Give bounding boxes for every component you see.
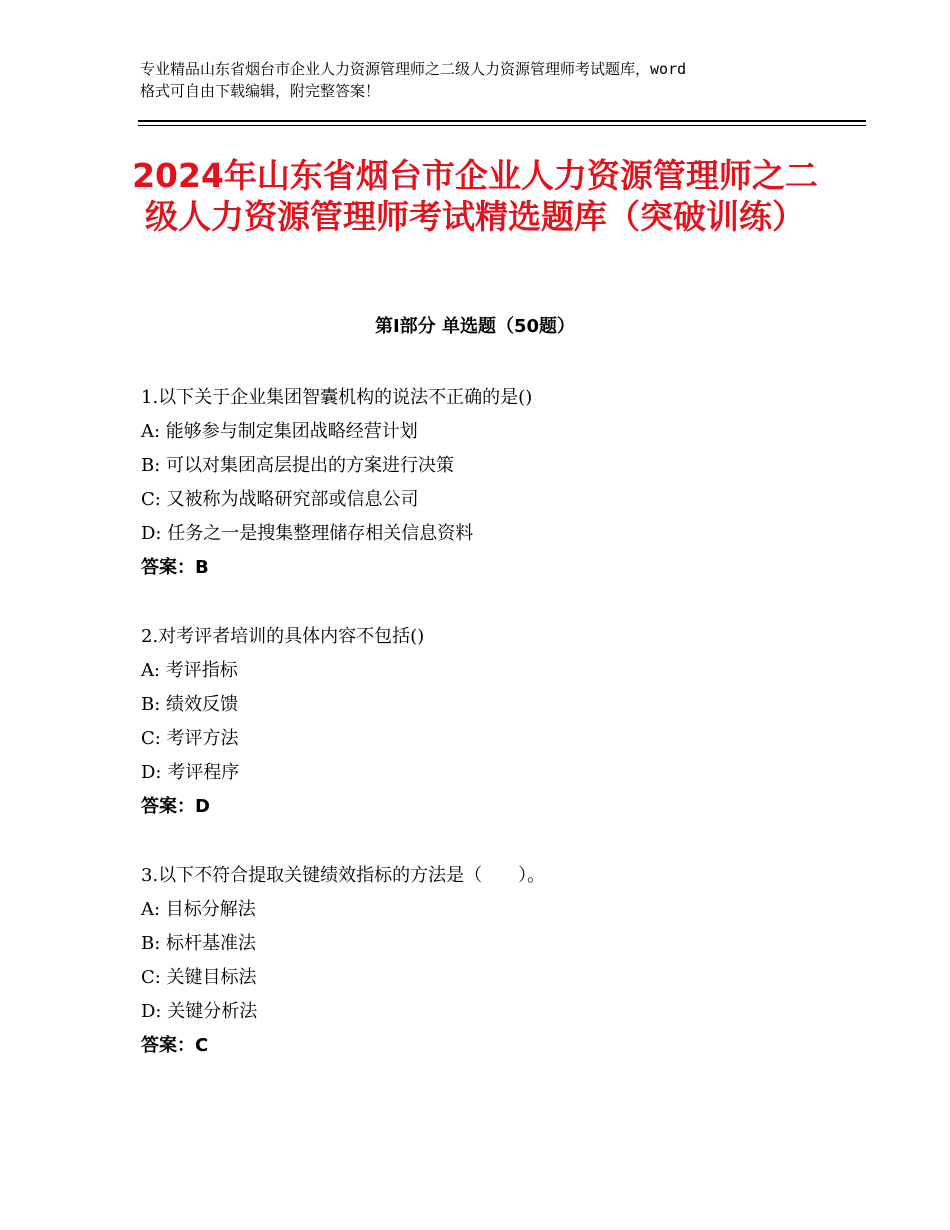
question-stem: 3.以下不符合提取关键绩效指标的方法是（ ）。 (141, 865, 546, 886)
question-stem: 1.以下关于企业集团智囊机构的说法不正确的是() (141, 387, 533, 408)
header-divider-thick (138, 120, 866, 122)
document-title: 2024年山东省烟台市企业人力资源管理师之二级人力资源管理师考试精选题库（突破训练） (132, 156, 818, 236)
question-stem: 2.对考评者培训的具体内容不包括() (141, 626, 425, 647)
option-a: A: 目标分解法 (141, 899, 256, 920)
option-c: C: 关键目标法 (141, 967, 257, 988)
option-c: C: 考评方法 (141, 728, 239, 749)
question-2 (141, 620, 841, 824)
option-d: D: 任务之一是搜集整理储存相关信息资料 (141, 523, 474, 544)
option-b: B: 标杆基准法 (141, 933, 257, 954)
question-3 (141, 859, 841, 1063)
answer: 答案：B (141, 557, 209, 578)
header-note: 专业精品山东省烟台市企业人力资源管理师之二级人力资源管理师考试题库，word 格式可自由下载编辑，附完整答案！ (140, 60, 687, 100)
answer: 答案：C (141, 1035, 209, 1056)
option-d: D: 关键分析法 (141, 1001, 258, 1022)
header-divider-thin (138, 125, 866, 126)
option-b: B: 可以对集团高层提出的方案进行决策 (141, 455, 455, 476)
option-a: A: 考评指标 (141, 660, 238, 681)
section-title: 第Ⅰ部分 单选题（50题） (374, 316, 575, 337)
question-1 (141, 381, 841, 585)
option-a: A: 能够参与制定集团战略经营计划 (141, 421, 418, 442)
answer: 答案：D (141, 796, 210, 817)
option-b: B: 绩效反馈 (141, 694, 239, 715)
option-d: D: 考评程序 (141, 762, 240, 783)
option-c: C: 又被称为战略研究部或信息公司 (141, 489, 419, 510)
